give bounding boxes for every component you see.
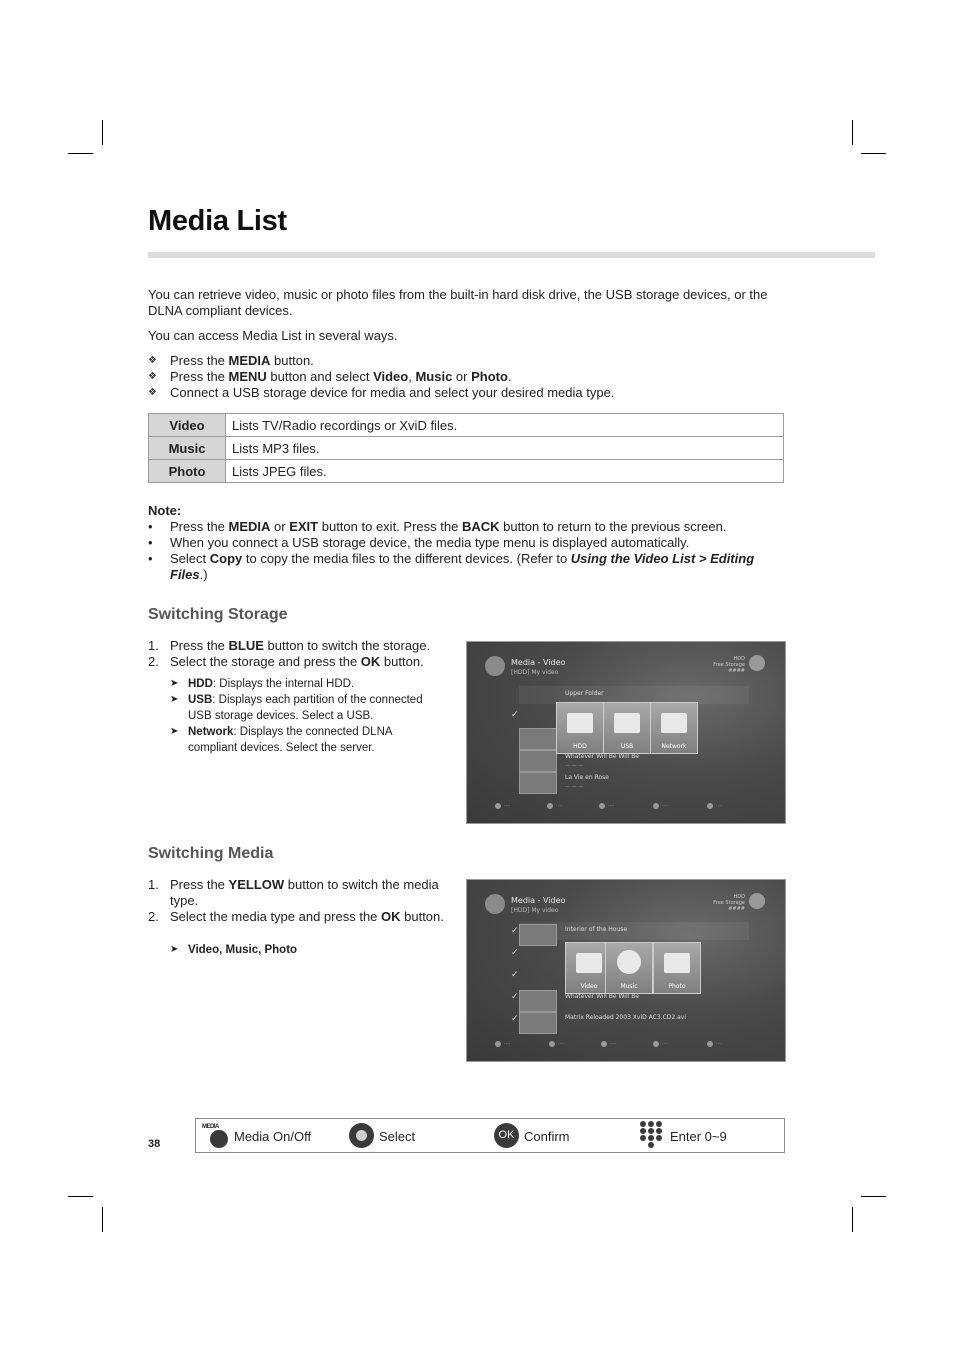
check-icon: ✓ [511,926,519,936]
cd-icon [617,950,641,974]
check-icon: ✓ [511,710,519,720]
disk-icon [749,655,765,671]
screen-path: [HDD] My video [511,907,559,914]
crop-mark [852,1207,853,1232]
screen-footer: ···· ···· ···· ···· ···· [467,803,785,815]
storage-options [170,676,440,756]
navigation-pad-icon [349,1123,374,1148]
thumbnail [519,990,557,1012]
list-item-info: — — — [565,763,584,769]
list-item-title: Matrix Reloaded 2003 XviD AC3.CD2.avi [565,1014,686,1021]
hdd-tile[interactable]: HDD [556,702,604,754]
thumbnail [519,924,557,946]
check-icon: ✓ [511,1014,519,1024]
list-item: 1. Press the BLUE button to switch the storage. [148,638,431,653]
crop-mark [861,153,886,154]
music-tile[interactable]: Music [605,942,653,994]
list-item: 2. Select the media type and press the OK button. [148,909,444,924]
camera-icon [664,953,690,973]
list-item: ➤ Video, Music, Photo [170,942,440,958]
list-item: ➤ Network: Displays the connected DLNA compliant devices. Select the server. [170,724,440,756]
notes-list [148,519,778,583]
check-icon: ✓ [511,948,519,958]
crop-mark [68,153,93,154]
crop-mark [68,1196,93,1197]
ok-button-icon: OK [494,1123,519,1148]
check-icon: ✓ [511,970,519,980]
list-item: ❖ Connect a USB storage device for media and select your desired media type. [148,385,615,400]
legend-label: Select [379,1129,416,1144]
screen-header: Media - Video [511,658,566,667]
button-legend [195,1118,785,1153]
number-keypad-icon [640,1121,664,1151]
check-icon: ✓ [511,992,519,1002]
media-icon: MEDIA [202,1124,228,1148]
video-tile[interactable]: Video [565,942,613,994]
list-item: ❖ Press the MENU button and select Video, Music or Photo. [148,369,512,384]
list-item-title: Interior of the House [565,926,628,933]
thumbnail [519,750,557,772]
access-paragraph: You can access Media List in several ways. [148,328,398,343]
list-item: ➤ USB: Displays each partition of the connected USB storage devices. Select a USB. [170,692,440,724]
crop-mark [102,120,103,145]
screen-header: Media - Video [511,896,566,905]
photo-tile[interactable]: Photo [653,942,701,994]
switching-media-heading: Switching Media [148,845,274,862]
list-item-title: Whatever Will Be Will Be [565,993,640,1000]
list-item-title: La Vie en Rose [565,774,609,781]
note-heading: Note: [148,503,182,518]
legend-label: Media On/Off [234,1129,312,1144]
network-tile[interactable]: Network [650,702,698,754]
storage-screenshot [466,641,786,824]
page-number: 38 [148,1138,161,1150]
diamond-bullet-icon: ❖ [148,355,157,366]
diamond-bullet-icon: ❖ [148,387,157,398]
thumbnail [519,772,557,794]
list-item: • Press the MEDIA or EXIT button to exit. Press the BACK button to return to the previous screen. [148,519,778,535]
list-item-title: Whatever Will Be Will Be [565,753,640,760]
crop-mark [852,120,853,145]
title-rule [148,252,875,258]
media-steps [148,877,453,925]
table-row: Music Lists MP3 files. [149,437,784,460]
screen-path: [HDD] My video [511,669,559,676]
list-item: • Select Copy to copy the media files to the different devices. (Refer to Using the Video List > Editing Files.) [148,551,778,583]
list-item: ❖ Press the MEDIA button. [148,353,314,368]
media-logo-icon [485,656,505,676]
list-item: ➤ HDD: Displays the internal HDD. [170,676,440,692]
list-item-info: — — — [565,784,584,790]
thumbnail [519,1012,557,1034]
media-type-table [148,413,784,483]
upper-folder-label: Upper Folder [565,690,604,697]
legend-label: Confirm [524,1129,570,1144]
media-options [170,942,440,958]
access-ways-list [148,353,788,401]
crop-mark [861,1196,886,1197]
list-item: 1. Press the YELLOW button to switch the media type. [148,877,439,908]
network-icon [661,713,687,733]
storage-info: HDD Free Storage #### [713,656,745,674]
switching-storage-heading: Switching Storage [148,606,288,623]
crop-mark [102,1207,103,1232]
usb-tile[interactable]: USB [603,702,651,754]
list-item: • When you connect a USB storage device, the media type menu is displayed automatically. [148,535,778,551]
legend-label: Enter 0~9 [670,1129,727,1144]
diamond-bullet-icon: ❖ [148,371,157,382]
list-item: 2. Select the storage and press the OK button. [148,654,424,669]
film-reel-icon [576,953,602,973]
thumbnail [519,728,557,750]
media-logo-icon [485,894,505,914]
storage-info: HDD Free Storage #### [713,894,745,912]
disk-icon [749,893,765,909]
storage-steps [148,638,453,670]
hdd-icon [567,713,593,733]
media-screenshot [466,879,786,1062]
intro-paragraph: You can retrieve video, music or photo files from the built-in hard disk drive, the USB storage devices, or the DLNA compliant devices. [148,287,768,318]
page-title: Media List [148,205,287,237]
screen-footer: ···· ···· ···· ···· ···· [467,1041,785,1053]
usb-icon [614,713,640,733]
table-row: Video Lists TV/Radio recordings or XviD files. [149,414,784,437]
table-row: Photo Lists JPEG files. [149,460,784,483]
